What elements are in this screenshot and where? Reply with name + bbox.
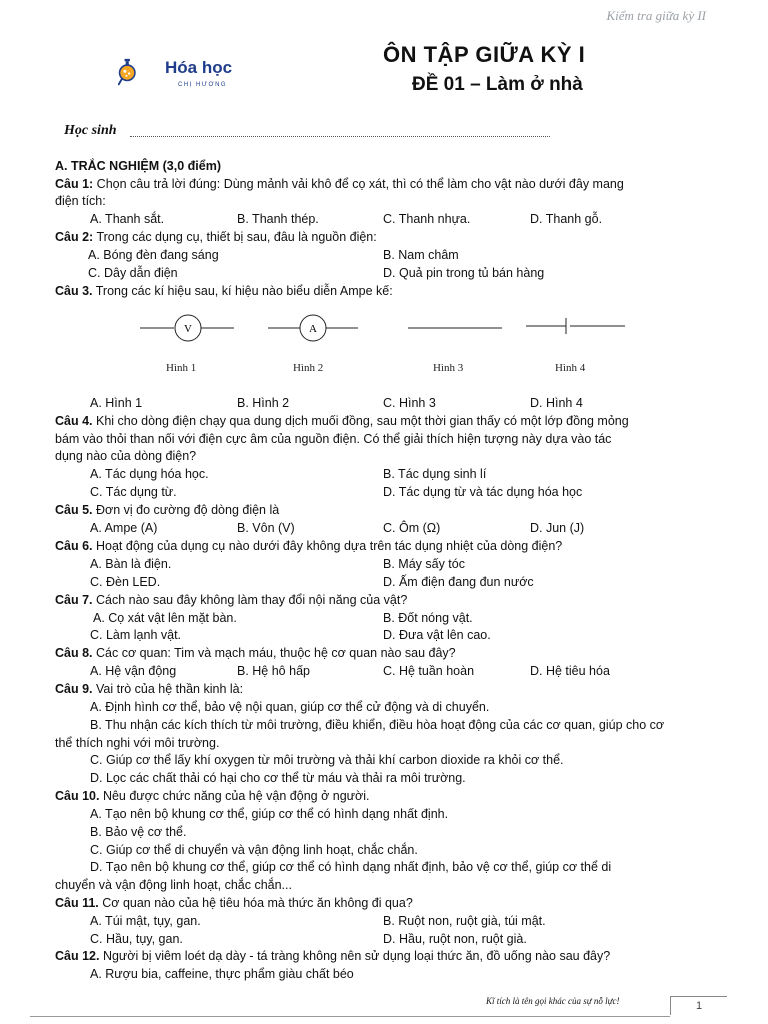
option-a: A. Định hình cơ thể, bảo vệ nội quan, giúp cơ thể cử động và di chuyển.: [90, 700, 490, 714]
question-number: Câu 2:: [55, 230, 94, 244]
option-b: B. Thanh thép.: [237, 212, 319, 226]
question-text: Đơn vị đo cường độ dòng điện là: [92, 503, 280, 517]
option-a: A. Thanh sắt.: [90, 212, 165, 226]
option-d: D. Tác dụng từ và tác dụng hóa học: [383, 485, 583, 499]
option-b: B. Đốt nóng vật.: [383, 611, 473, 625]
question-number: Câu 9.: [55, 682, 93, 696]
question-text: Trong các kí hiệu sau, kí hiệu nào biểu diễn Ampe kế:: [92, 284, 393, 298]
option-b: B. Hệ hô hấp: [237, 664, 310, 678]
option-b: B. Máy sấy tóc: [383, 557, 465, 571]
option-c: C. Ôm (Ω): [383, 521, 441, 535]
section-heading: A. TRẮC NGHIỆM (3,0 điểm): [55, 159, 221, 173]
question-6: [55, 539, 562, 554]
page-title: ÔN TẬP GIỮA KỲ I: [383, 42, 586, 67]
question-text: Nêu được chức năng của hệ vận động ở người.: [99, 789, 370, 803]
page-number: 1: [670, 996, 727, 1015]
option-d: D. Quả pin trong tủ bán hàng: [383, 266, 545, 280]
question-9: [55, 682, 243, 697]
question-text-cont: dụng nào của dòng điện?: [55, 449, 197, 463]
option-b: B. Thu nhận các kích thích từ môi trường, điều khiển, điều hòa hoạt động của các cơ quan, giúp cho cơ: [90, 718, 665, 732]
question-8: [55, 646, 456, 661]
voltmeter-symbol: [140, 315, 234, 341]
question-11: [55, 896, 413, 911]
option-d: D. Hệ tiêu hóa: [530, 664, 610, 678]
question-text: Khi cho dòng điện chạy qua dung dịch muối đồng, sau một thời gian thấy có một lớp đồng mỏng: [92, 414, 629, 428]
question-3: [55, 284, 393, 299]
option-b-cont: thể thích nghi với môi trường.: [55, 736, 220, 750]
question-text-cont: điện tích:: [55, 194, 106, 208]
question-text: Trong các dụng cụ, thiết bị sau, đâu là nguồn điện:: [93, 230, 377, 244]
option-c: C. Đèn LED.: [90, 575, 161, 589]
question-number: Câu 10.: [55, 789, 100, 803]
logo-subtitle: CHỊ HƯƠNG: [178, 82, 228, 88]
option-c: C. Thanh nhựa.: [383, 212, 471, 226]
circuit-symbols-figure: [130, 310, 640, 350]
question-text: Vai trò của hệ thần kinh là:: [92, 682, 244, 696]
question-number: Câu 7.: [55, 593, 93, 607]
question-text: Cơ quan nào của hệ tiêu hóa mà thức ăn không đi qua?: [98, 896, 413, 910]
option-b: B. Vôn (V): [237, 521, 295, 535]
figure-caption: Hình 4: [555, 362, 586, 374]
question-text: Hoạt động của dụng cụ nào dưới đây không dựa trên tác dụng nhiệt của dòng điện?: [92, 539, 563, 553]
figure-caption: Hình 1: [166, 362, 197, 374]
option-d: D. Jun (J): [530, 521, 585, 535]
option-c: C. Giúp cơ thể lấy khí oxygen từ môi trường và thải khí carbon dioxide ra khỏi cơ thể.: [90, 753, 564, 767]
student-label: Học sinh: [64, 123, 117, 138]
figure-caption: Hình 2: [293, 362, 324, 374]
question-5: [55, 503, 279, 518]
option-c: C. Giúp cơ thể di chuyển và vận động linh hoạt, chắc chắn.: [90, 843, 418, 857]
question-number: Câu 1:: [55, 177, 94, 191]
question-text: Cách nào sau đây không làm thay đổi nội năng của vật?: [92, 593, 408, 607]
option-a: A. Bàn là điện.: [90, 557, 172, 571]
option-b: B. Ruột non, ruột già, túi mật.: [383, 914, 546, 928]
question-10: [55, 789, 369, 804]
option-b: B. Tác dụng sinh lí: [383, 467, 487, 481]
question-number: Câu 3.: [55, 284, 93, 298]
svg-text:A: A: [309, 323, 317, 335]
option-d: D. Ấm điện đang đun nước: [383, 575, 534, 589]
option-b: B. Nam châm: [383, 248, 459, 262]
option-c: C. Hầu, tụy, gan.: [90, 932, 183, 946]
ammeter-symbol: [268, 315, 358, 341]
option-b: B. Bảo vệ cơ thể.: [90, 825, 187, 839]
option-a: A. Tạo nên bộ khung cơ thể, giúp cơ thể có hình dạng nhất định.: [90, 807, 449, 821]
option-c: C. Hệ tuần hoàn: [383, 664, 475, 678]
header-subtitle: Kiểm tra giữa kỳ II: [606, 8, 706, 23]
option-c: C. Dây dẫn điện: [88, 266, 178, 280]
figure-caption: Hình 3: [433, 362, 464, 374]
question-12: [55, 949, 610, 964]
option-d: D. Hầu, ruột non, ruột già.: [383, 932, 527, 946]
option-d: D. Thanh gỗ.: [530, 212, 603, 226]
svg-text:V: V: [184, 323, 192, 335]
option-a: A. Hệ vận động: [90, 664, 177, 678]
option-a: A. Ampe (A): [90, 521, 158, 535]
question-number: Câu 5.: [55, 503, 93, 517]
option-d: D. Hình 4: [530, 396, 583, 410]
question-7: [55, 593, 407, 608]
option-a: A. Túi mật, tụy, gan.: [90, 914, 201, 928]
question-2: [55, 230, 377, 245]
question-text: Các cơ quan: Tim và mạch máu, thuộc hệ cơ quan nào sau đây?: [92, 646, 456, 660]
option-d: D. Lọc các chất thải có hại cho cơ thể từ máu và thải ra môi trường.: [90, 771, 466, 785]
option-b: B. Hình 2: [237, 396, 290, 410]
question-text: Người bị viêm loét dạ dày - tá tràng không nên sử dụng loại thức ăn, đồ uống nào sau đây?: [99, 949, 611, 963]
option-c: C. Tác dụng từ.: [90, 485, 177, 499]
option-d: D. Đưa vật lên cao.: [383, 628, 491, 642]
option-a: A. Bóng đèn đang sáng: [88, 248, 219, 262]
question-number: Câu 12.: [55, 949, 100, 963]
question-1: [55, 177, 624, 192]
option-d: D. Tạo nên bộ khung cơ thể, giúp cơ thể có hình dạng nhất định, bảo vệ cơ thể, giúp cơ thể di: [90, 860, 612, 874]
logo-flask-icon: [118, 36, 168, 108]
question-number: Câu 8.: [55, 646, 93, 660]
question-number: Câu 6.: [55, 539, 93, 553]
option-c: C. Hình 3: [383, 396, 436, 410]
switch-symbol: [526, 318, 625, 334]
student-name-line: [130, 136, 550, 137]
page-subtitle: ĐỀ 01 – Làm ở nhà: [412, 74, 583, 95]
option-a: A. Rượu bia, caffeine, thực phẩm giàu chất béo: [90, 967, 354, 981]
question-number: Câu 4.: [55, 414, 93, 428]
footer-divider: [30, 1016, 670, 1017]
question-text-cont: bám vào thỏi than nối với điện cực âm của nguồn điện. Có thể giải thích hiện tượng này dựa vào tác: [55, 432, 612, 446]
option-d-cont: chuyển và vận động linh hoạt, chắc chắn...: [55, 878, 292, 892]
logo-title: Hóa học: [165, 58, 233, 77]
option-a: A. Tác dụng hóa học.: [90, 467, 209, 481]
question-text: Chọn câu trả lời đúng: Dùng mảnh vải khô để cọ xát, thì có thể làm cho vật nào dưới đây mang: [93, 177, 624, 191]
option-a: A. Hình 1: [90, 396, 143, 410]
question-4: [55, 414, 629, 429]
question-number: Câu 11.: [55, 896, 99, 910]
option-c: C. Làm lạnh vật.: [90, 628, 182, 642]
footer-motto: Kĩ tích là tên gọi khác của sự nỗ lực!: [486, 996, 620, 1006]
option-a: A. Cọ xát vật lên mặt bàn.: [93, 611, 237, 625]
